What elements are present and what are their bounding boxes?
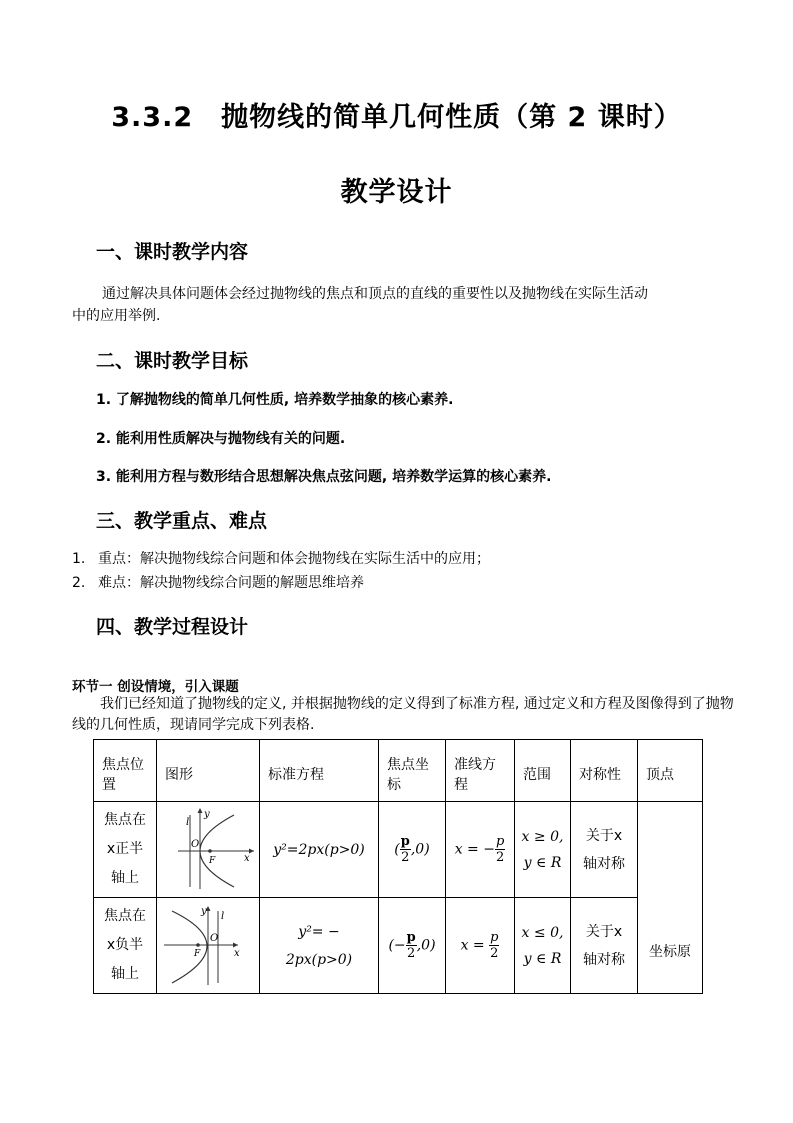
focus-position-cell bbox=[94, 898, 157, 994]
graph-cell bbox=[157, 898, 260, 994]
directrix-cell bbox=[446, 802, 515, 898]
label-y: y bbox=[201, 905, 207, 917]
fraction bbox=[406, 930, 417, 961]
page-title: 3.3.2 抛物线的简单几何性质（第 2 课时） bbox=[111, 102, 682, 133]
numerator: p bbox=[495, 834, 505, 849]
focus-position-cell bbox=[94, 802, 157, 898]
cell-text: 焦点在 bbox=[104, 908, 146, 924]
header-cell: 图形 bbox=[165, 766, 193, 783]
content-paragraph bbox=[72, 283, 736, 327]
section-heading-4: 四、教学过程设计 bbox=[96, 616, 249, 638]
fraction bbox=[489, 930, 499, 961]
section-heading-3: 三、教学重点、难点 bbox=[96, 510, 268, 532]
key-point-item bbox=[72, 548, 490, 568]
cell-text: y ∈ R bbox=[523, 950, 562, 967]
page-subtitle: 教学设计 bbox=[340, 177, 453, 208]
cell-text: 轴对称 bbox=[583, 951, 625, 968]
label-focus: F bbox=[209, 855, 216, 866]
cell-text: 轴上 bbox=[111, 870, 139, 886]
symmetry-cell bbox=[571, 898, 638, 994]
header-cell: 对称性 bbox=[579, 766, 621, 783]
table-row bbox=[94, 802, 703, 898]
focus-point bbox=[196, 943, 200, 947]
label-origin: O bbox=[210, 932, 219, 944]
cell-text: x正半 bbox=[106, 841, 144, 857]
cell-text: 2px(p>0) bbox=[285, 951, 353, 968]
denominator: 2 bbox=[490, 946, 499, 961]
directrix-lhs: x = − bbox=[454, 841, 495, 858]
list-number: 1. bbox=[72, 551, 86, 567]
cell-text: x ≥ 0, bbox=[521, 828, 564, 845]
numerator: p bbox=[400, 834, 410, 849]
paren: ( bbox=[394, 841, 400, 858]
cell-text: 关于x bbox=[585, 827, 623, 844]
cell-text: x ≤ 0, bbox=[521, 924, 564, 941]
cell-text: x负半 bbox=[106, 937, 144, 953]
cell-text: 焦点在 bbox=[104, 812, 146, 828]
range-cell bbox=[515, 898, 571, 994]
range-cell bbox=[515, 802, 571, 898]
header-cell: 顶点 bbox=[646, 766, 674, 783]
properties-table bbox=[93, 739, 703, 994]
equation-cell: y²=2px(p>0) bbox=[260, 802, 379, 898]
table-row bbox=[94, 898, 703, 994]
paren: (− bbox=[388, 937, 406, 954]
focus-coord-cell bbox=[379, 802, 446, 898]
focus-point bbox=[208, 849, 212, 853]
header-cell: 焦点坐标 bbox=[387, 756, 429, 793]
goal-item: 2. 能利用性质解决与抛物线有关的问题. bbox=[96, 431, 346, 447]
key-point-text: 难点：解决抛物线综合问题的解题思维培养 bbox=[98, 575, 364, 591]
focus-coord-cell bbox=[379, 898, 446, 994]
equation-cell bbox=[260, 898, 379, 994]
graph-cell bbox=[157, 802, 260, 898]
cell-text: 轴上 bbox=[111, 966, 139, 982]
key-point-item bbox=[72, 572, 364, 592]
symmetry-cell bbox=[571, 802, 638, 898]
numerator: p bbox=[490, 930, 499, 945]
header-cell: 准线方程 bbox=[454, 756, 496, 793]
label-focus: F bbox=[194, 948, 201, 959]
key-point-text: 重点：解决抛物线综合问题和体会抛物线在实际生活中的应用； bbox=[98, 551, 490, 567]
segment-paragraph: 我们已经知道了抛物线的定义, 并根据抛物线的定义得到了标准方程, 通过定义和方程及图像得到了抛物线的几何性质，现请同学完成下列表格. bbox=[72, 696, 734, 733]
cell-text: y²= − bbox=[298, 923, 340, 940]
section-heading-1: 一、课时教学内容 bbox=[96, 241, 249, 263]
paren: ,0) bbox=[416, 937, 436, 954]
paren: ,0) bbox=[410, 841, 430, 858]
fraction bbox=[400, 834, 411, 865]
section-heading-2: 二、课时教学目标 bbox=[96, 350, 249, 372]
numerator: p bbox=[406, 930, 416, 945]
cell-text: 轴对称 bbox=[583, 855, 625, 872]
parabola-left-graph bbox=[158, 899, 258, 989]
label-origin: O bbox=[191, 838, 200, 850]
table-header-row bbox=[94, 740, 703, 802]
fraction bbox=[495, 834, 505, 865]
parabola-right-graph bbox=[158, 803, 258, 893]
label-l: l bbox=[186, 816, 190, 828]
goal-item: 1. 了解抛物线的简单几何性质, 培养数学抽象的核心素养. bbox=[96, 392, 454, 408]
cell-text: 关于x bbox=[585, 923, 623, 940]
denominator: 2 bbox=[401, 850, 410, 865]
cell-text: y ∈ R bbox=[523, 854, 562, 871]
label-l: l bbox=[221, 910, 225, 922]
header-cell: 范围 bbox=[523, 766, 551, 783]
directrix-cell bbox=[446, 898, 515, 994]
vertex-cell: 坐标原 bbox=[638, 802, 703, 994]
header-cell: 标准方程 bbox=[268, 766, 324, 783]
header-cell: 焦点位置 bbox=[102, 756, 144, 793]
label-y: y bbox=[204, 808, 210, 820]
label-x: x bbox=[244, 852, 250, 864]
content-line-1: 通过解决具体问题体会经过抛物线的焦点和顶点的直线的重要性以及抛物线在实际生活动 bbox=[102, 286, 648, 302]
content-line-2: 中的应用举例. bbox=[72, 308, 161, 324]
denominator: 2 bbox=[495, 850, 505, 865]
denominator: 2 bbox=[407, 946, 416, 961]
segment-title: 环节一 创设情境，引入课题 bbox=[72, 679, 239, 695]
directrix-lhs: x = bbox=[460, 937, 490, 954]
list-number: 2. bbox=[72, 575, 86, 591]
label-x: x bbox=[234, 947, 240, 959]
parabola-curve bbox=[172, 911, 207, 983]
goal-item: 3. 能利用方程与数形结合思想解决焦点弦问题, 培养数学运算的核心素养. bbox=[96, 469, 552, 485]
